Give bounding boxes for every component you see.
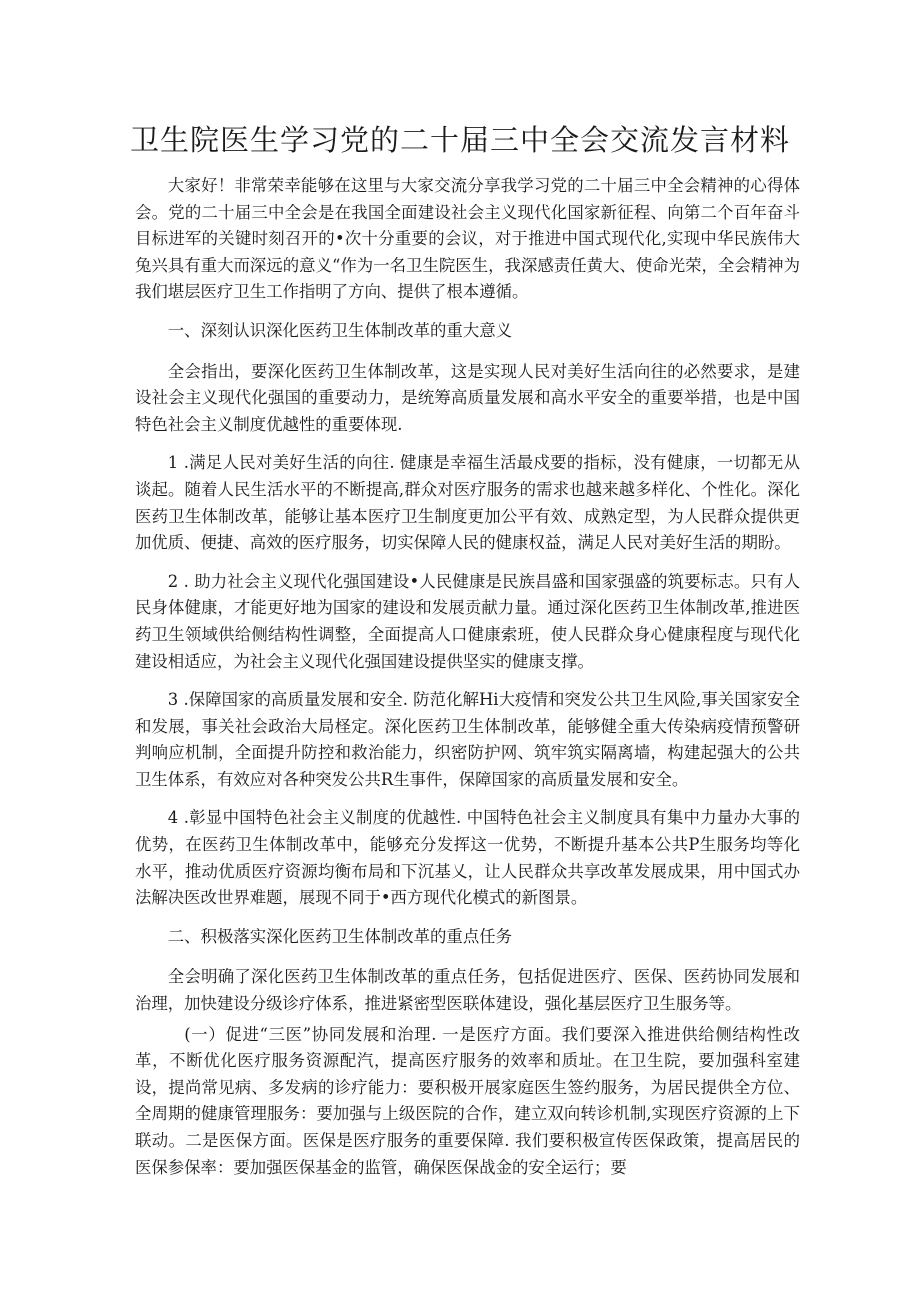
document-title: 卫生院医生学习党的二十届三中全会交流发言材料 — [129, 123, 790, 157]
point-1-paragraph: 1 .满足人民对美好生活的向往. 健康是幸福生活最戍要的指标，没有健康，一切都无从谈起。随着人民生活水平的不断提高,群众对医疗服务的需求也越来越多样化、个性化。深化医药卫生体制改革，能够让基本医疗卫生制度更加公平有效、成熟定型，为人民群众提供更加优质、便捷、高效的医疗服务，切实保障人民的健康权益，满足人民对美好生活的期盼。 — [135, 453, 800, 553]
point-2-paragraph: 2 . 助力社会主义现代化强国建设•人民健康是民族昌盛和国家强盛的筑要标志。只有人民身体健康，才能更好地为国家的建设和发展贡献力量。通过深化医药卫生体制改革,推进医药卫生领域供给侧结构性调整，全面提高人口健康索班，使人民群众身心健康程度与现代化建设相适应，为社会主义现代化强国建设提供坚实的健康支撑。 — [135, 571, 800, 671]
section-1-intro-paragraph: 全会指出，要深化医药卫生体制改革，这是实现人民对美好生活向往的必然要求，是建设社会主义现代化强国的重要动力，是统筹高质量发展和高水平安全的重要举措，也是中国特色社会主义制度优越性的重要体现. — [135, 361, 800, 434]
point-3-paragraph: 3 .保障国家的高质量发展和安全. 防范化解Hi大疫情和突发公共卫生风险,事关国家安全和发展，事关社会政治大局柽定。深化医药卫生体制改革，能够健全重大传染病疫情预警研判响应机制，全面提升防控和救治能力，织密防护网、筑牢筑实隔离墙，构建起强大的公共卫生体系，有效应对各种突发公共R生事件，保障国家的高质量发展和安全。 — [135, 690, 800, 789]
section-heading-2: 二、积极落实深化医药卫生体制改革的重点任务 — [167, 926, 512, 946]
section-heading-1: 一、深刻认识深化医药卫生体制改革的重大意义 — [167, 320, 512, 340]
point-4-paragraph: 4 .彰显中国特色社会主义制度的优越性. 中国特色社会主义制度具有集中力量办大事的优势，在医药卫生体制改革中，能够充分发挥这一优势，不断提升基本公共P生服务均等化水平，推动优质医疗资源均衡布局和下沉基乂，让人民群众共享改革发展成果，用中国式办法解决医改世界难题，展现不同于•西方现代化模式的新图景。 — [135, 808, 800, 908]
intro-paragraph: 大家好！非常荣幸能够在这里与大家交流分享我学习党的二十届三中全会精神的心得体会。党的二十届三中全会是在我国全面建设社会主义现代化国家新征程、向第二个百年奋斗目标进军的关键时刻召开的•次十分重要的会议，对于推进中国式现代化,实现中华民族伟大兔兴具有重大而深远的意义“作为一名卫生院医生，我深感责任黄大、使命光荣，全会精神为我们堪层医疗卫生工作指明了方向、提供了根本遵循。 — [135, 176, 800, 302]
section-2-intro-paragraph: 全会明确了深化医药卫生体制改革的重点任务，包括促进医疗、医保、医药协同发展和治理，加快建设分级诊疗体系，推进紧密型医联体建设，强化基层医疗卫生服务等。 — [135, 967, 800, 1014]
subpoint-1-paragraph: (一）促进“三医”协同发展和治理. 一是医疗方面。我们要深入推进供给侧结构性改革，不断优化医疗服务资源配汽，提高医疗服务的效率和质址。在卫生院，要加强科室建设，提尚常见病、多发病的诊疗能力：要积极开展家庭医生签约服务，为居民提供全方位、全周期的健康管理服务：要加强与上级医院的合作，建立双向转诊机制,实现医疗资源的上下联动。二是医保方面。医保是医疗服务的重要保障. 我们要积极宣传医保政策，提高居民的医保参保率：要加强医保基金的监管，确保医保战金的安全运行；要 — [135, 1024, 800, 1177]
document-body — [135, 173, 800, 1193]
